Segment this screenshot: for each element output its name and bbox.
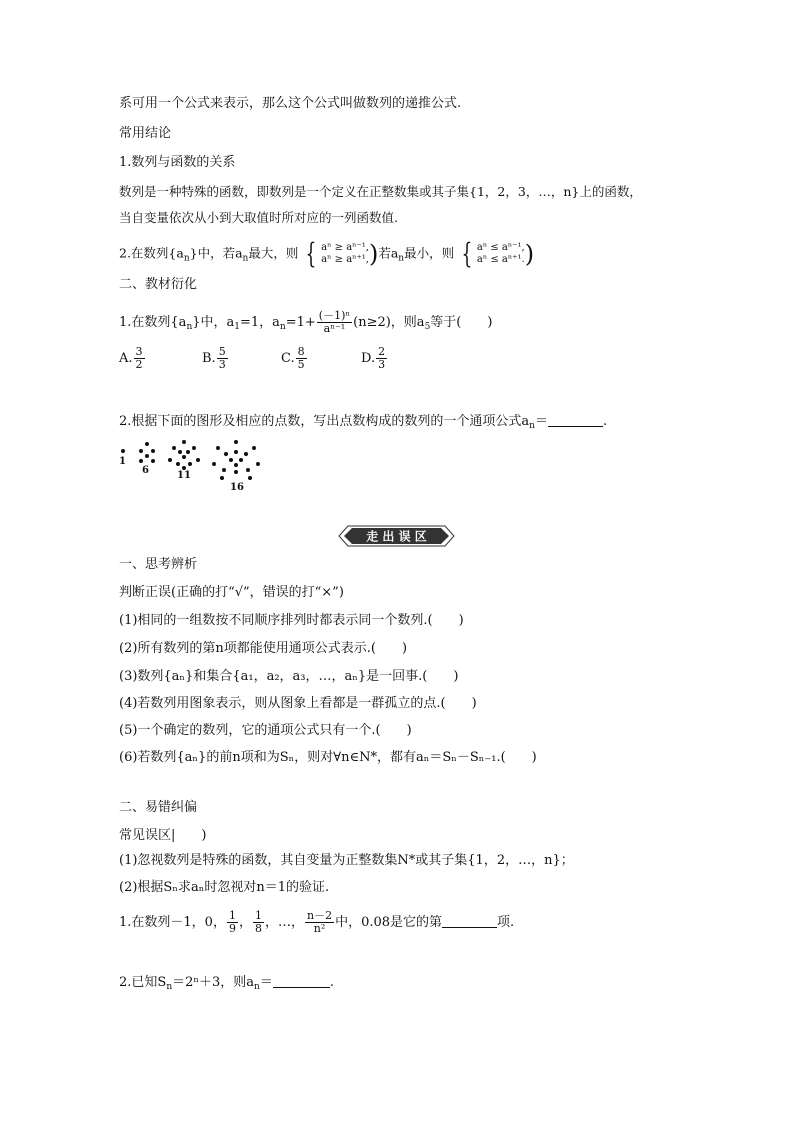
errors-heading: 二、易错纠偏 xyxy=(119,800,198,815)
textbook-q2: 2.根据下面的图形及相应的点数，写出点数构成的数列的一个通项公式$a_n=$ . xyxy=(119,414,608,431)
conclusion-item1-line1: 数列是一种特殊的函数，即数列是一个定义在正整数集或其子集{1，2，3，…，n}上的函数， xyxy=(119,184,642,199)
general-term-blank[interactable] xyxy=(273,975,330,988)
mistake-item-3: (3)数列{aₙ}和集合{a₁，a₂，a₃，…，aₙ}是一回事.( ) xyxy=(119,669,459,684)
conclusion-item2: 2.在数列$\{a_n\}$中，若$a_n$最大，则 { aⁿ ≥ aⁿ⁻¹, aⁿ ≥ aⁿ⁺¹, )若$a_n$最小，则 { aⁿ ≤ aⁿ⁻¹, aⁿ ≤ aⁿ⁺¹. ) xyxy=(119,237,535,270)
textbook-q1: 1.在数列$\{a_n\}$中，$a_1=1$，$a_n=1+$ $\frac{\text{(－1)ⁿ}}{\text{aⁿ⁻¹}}$ (n≥2)，则$a_5$等于( ) xyxy=(119,309,493,335)
mistake-item-1: (1)相同的一组数按不同顺序排列时都表示同一个数列.( ) xyxy=(119,613,464,628)
error-item-1: (1)忽视数列是特殊的函数，其自变量为正整数集N*或其子集{1，2，…，n}； xyxy=(119,853,574,868)
mistake-item-6: (6)若数列{aₙ}的前n项和为Sₙ，则对∀n∈N*，都有aₙ＝Sₙ－Sₙ₋₁.( ) xyxy=(119,750,537,765)
max-condition-system: { aⁿ ≥ aⁿ⁻¹, aⁿ ≥ aⁿ⁺¹, xyxy=(305,237,369,270)
recurrence-fraction: $\frac{\text{(－1)ⁿ}}{\text{aⁿ⁻¹}}$ xyxy=(318,309,351,335)
document-page: 系可用一个公式来表示，那么这个公式叫做数列的递推公式. 常用结论 1.数列与函数的关系 数列是一种特殊的函数，即数列是一个定义在正整数集或其子集{1，2，3，…，n}上的函数， 当自变量依次从小到大取值时所对应的一列函数值. 2.在数列$\{a_n\}$中，若$a_n$最大，则 { aⁿ ≥ aⁿ⁻¹, aⁿ ≥ aⁿ⁺¹, )若$a_n$最小，则 { aⁿ ≤ aⁿ⁻¹, aⁿ ≤ aⁿ⁺¹. ) 二、教材衍化 1.在数列$\{a_n\}$中，$a_1=1$，$a_n=1+$ $\frac{\text{(－1)ⁿ}}{\text{aⁿ⁻¹}}$ (n≥2)，则$a_5$等于( ) A. $\frac{3}{2}$ B. $\frac{5}{3}$ C. $\frac{8}{5}$ D. $\frac{2}{3}$ 2.根据下面的图形及相应的点数，写出点数构成的数列的一个通项公式$a_n=$ . 1 6 11 16 走 出 误 区 一、思考辨析 判断正误(正确的打“√”，错误的打“×”) (1)相同的一组数按不同顺序排列时都表示同一个数列.( ) (2)所有数列的第n项都能使用通项公式表示.( ) (3)数列{aₙ}和集合{a₁，a₂，a₃，…，aₙ}是一回事.( ) (4)若数列用图象表示，则从图象上看都是一群孤立的点.( ) (5)一个确定的数列，它的通项公式只有一个.( ) (6)若数列{aₙ}的前n项和为Sₙ，则对∀n∈N*，都有aₙ＝Sₙ－Sₙ₋₁.( ) 二、易错纠偏 常见误区| ) (1)忽视数列是特殊的函数，其自变量为正整数集N*或其子集{1，2，…，n}； (2)根据Sₙ求aₙ时忽视对n＝1的验证. 1.在数列－1，0， $\frac{1}{9}$ ， $\frac{1}{8}$ ，…， $\frac{n-2}{\text{n²}}$ 中，0.08是它的第 项. 2.已知$S_n=2^n+3$，则$a_n=$ . xyxy=(0,0,794,1123)
errors-subheading: 常见误区| ) xyxy=(119,828,207,843)
option-d: D. $\frac{2}{3}$ xyxy=(361,345,386,371)
min-condition-system: { aⁿ ≤ aⁿ⁻¹, aⁿ ≤ aⁿ⁺¹. xyxy=(461,237,525,270)
mistake-item-4: (4)若数列用图象表示，则从图象上看都是一群孤立的点.( ) xyxy=(119,696,477,711)
answer-blank[interactable] xyxy=(548,414,603,427)
errors-q1: 1.在数列－1，0， $\frac{1}{9}$ ， $\frac{1}{8}$ ，…， $\frac{n-2}{\text{n²}}$ 中，0.08是它的第 项. xyxy=(119,909,515,935)
mistakes-heading: 一、思考辨析 xyxy=(119,557,198,572)
conclusion-item1-line2: 当自变量依次从小到大取值时所对应的一列函数值. xyxy=(119,210,398,225)
errors-q2: 2.已知$S_n=2^n+3$，则$a_n=$ . xyxy=(119,975,334,992)
mistake-item-5: (5)一个确定的数列，它的通项公式只有一个.( ) xyxy=(119,723,412,738)
term-number-blank[interactable] xyxy=(442,915,497,928)
mistakes-instruction: 判断正误(正确的打“√”，错误的打“×”) xyxy=(119,585,344,600)
conclusions-heading: 常用结论 xyxy=(119,126,172,141)
intro-line: 系可用一个公式来表示，那么这个公式叫做数列的递推公式. xyxy=(119,96,462,111)
option-b: B. $\frac{5}{3}$ xyxy=(202,345,226,371)
mistake-item-2: (2)所有数列的第n项都能使用通项公式表示.( ) xyxy=(119,641,408,656)
error-item-2: (2)根据Sₙ求aₙ时忽视对n＝1的验证. xyxy=(119,880,330,895)
option-a: A. $\frac{3}{2}$ xyxy=(119,345,143,371)
option-c: C. $\frac{8}{5}$ xyxy=(281,345,305,371)
section-banner xyxy=(338,525,455,547)
conclusion-item1-title: 1.数列与函数的关系 xyxy=(119,155,236,170)
textbook-heading: 二、教材衍化 xyxy=(119,277,198,292)
banner-label: 走 出 误 区 xyxy=(366,529,427,544)
